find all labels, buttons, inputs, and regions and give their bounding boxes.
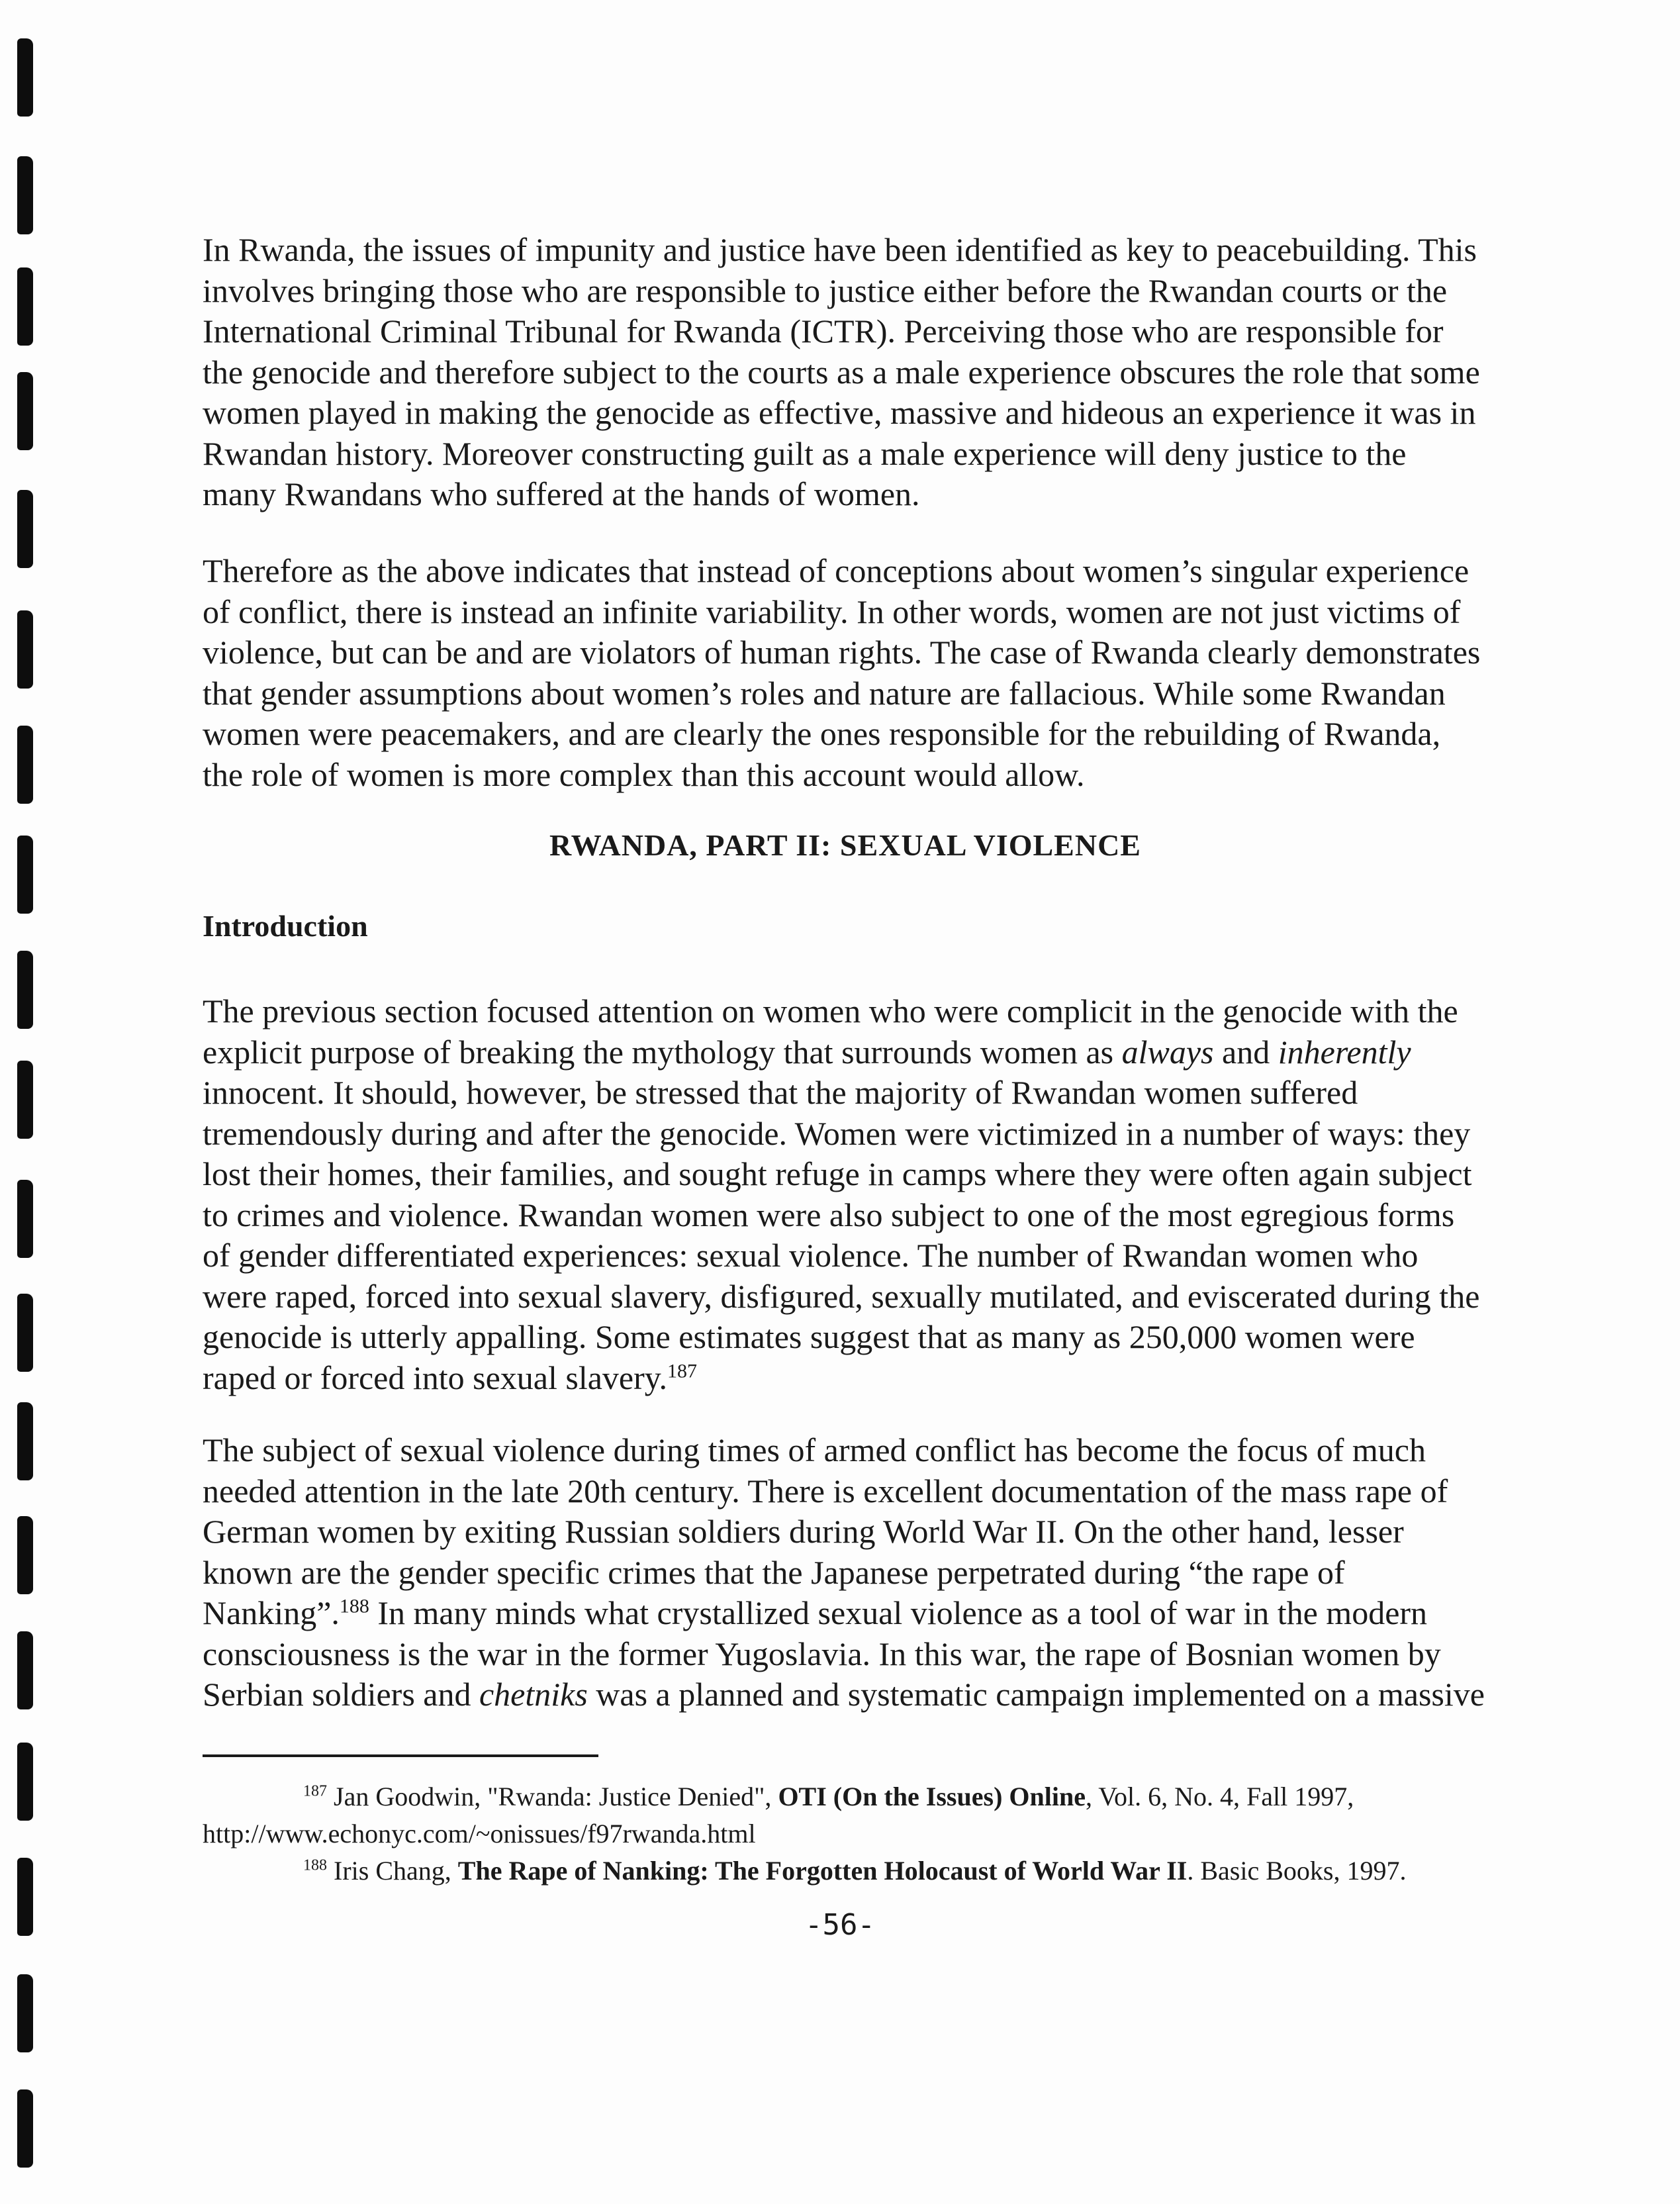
binding-mark	[17, 38, 33, 117]
footnote-marker: 187	[303, 1782, 327, 1800]
text-run: The subject of sexual violence during times of armed conflict has become the focus of much needed attention in the late 20th century. There is excellent documentation of the mass rape of German women by exiting Russian soldiers during World War II. On the other hand, lesser known are the gender specific crimes that the Japanese perpetrated during “the rape of Nanking”.	[203, 1431, 1448, 1631]
section-heading: RWANDA, PART II: SEXUAL VIOLENCE	[549, 828, 1141, 862]
paragraph-text	[203, 991, 1488, 1398]
binding-mark	[17, 372, 33, 450]
binding-holes	[17, 0, 44, 2204]
binding-mark	[17, 490, 33, 568]
binding-mark	[17, 1516, 33, 1594]
footnote-divider	[203, 1754, 598, 1757]
paragraph-impunity	[203, 230, 1488, 515]
text-run: In many minds what crystallized sexual violence as a tool of war in the modern consciousness is the war in the former Yugoslavia. In this war, the rape of Bosnian women by Serbian soldiers and	[203, 1594, 1441, 1713]
footnote-188	[203, 1852, 1488, 1890]
binding-mark	[17, 836, 33, 914]
binding-mark	[17, 1402, 33, 1480]
binding-mark	[17, 156, 33, 234]
footnote-187	[203, 1778, 1488, 1852]
emphasis-text: chetniks	[479, 1676, 588, 1713]
emphasis-text: always	[1121, 1033, 1214, 1071]
binding-mark	[17, 1180, 33, 1258]
footnote-text: , Vol. 6, No. 4, Fall 1997, http://www.echonyc.com/~onissues/f97rwanda.html	[203, 1782, 1354, 1848]
paragraph-sexual-violence	[203, 1430, 1488, 1715]
binding-mark	[17, 1294, 33, 1372]
footnote-marker: 188	[303, 1856, 327, 1874]
paragraph-text	[203, 1430, 1488, 1715]
footnote-title: OTI (On the Issues) Online	[778, 1782, 1086, 1811]
binding-mark	[17, 1974, 33, 2052]
paragraph-introduction	[203, 991, 1488, 1398]
paragraph-text: In Rwanda, the issues of impunity and justice have been identified as key to peacebuilding. This involves bringing those who are responsible to justice either before the Rwandan courts or the International Criminal Tribunal for Rwanda (ICTR). Perceiving those who are responsible for the genocide and therefore subject to the courts as a male experience obscures the role that some women played in making the genocide as effective, massive and hideous an experience it was in Rwandan history. Moreover constructing guilt as a male experience will deny justice to the many Rwandans who suffered at the hands of women.	[203, 231, 1480, 512]
footnotes	[203, 1778, 1488, 1890]
paragraph-text: Therefore as the above indicates that instead of conceptions about women’s singular experience of conflict, there is instead an infinite variability. In other words, women are not just victims of violence, but can be and are violators of human rights. The case of Rwanda clearly demonstrates that gender assumptions about women’s roles and nature are fallacious. While some Rwandan women were peacemakers, and are clearly the ones responsible for the rebuilding of Rwanda, the role of women is more complex than this account would allow.	[203, 552, 1481, 793]
emphasis-text: inherently	[1278, 1033, 1411, 1071]
binding-mark	[17, 2089, 33, 2168]
footnote-ref[interactable]: 187	[667, 1359, 698, 1382]
subsection-heading: Introduction	[203, 909, 368, 943]
binding-mark	[17, 267, 33, 346]
footnote-text: . Basic Books, 1997.	[1187, 1856, 1407, 1886]
footnote-text: Iris Chang,	[327, 1856, 458, 1886]
binding-mark	[17, 1061, 33, 1139]
text-run: was a planned and systematic campaign implemented on a massive	[587, 1676, 1485, 1713]
binding-mark	[17, 726, 33, 804]
page-number: -56-	[805, 1908, 875, 1942]
binding-mark	[17, 610, 33, 689]
text-run: innocent. It should, however, be stressed that the majority of Rwandan women suffered tremendously during and after the genocide. Women were victimized in a number of ways: they lost their homes, their families, and sought refuge in camps where they were often again subject to crimes and violence. Rwandan women were also subject to one of the most egregious forms of gender differentiated experiences: sexual violence. The number of Rwandan women who were raped, forced into sexual slavery, disfigured, sexually mutilated, and eviscerated during the genocide is utterly appalling. Some estimates suggest that as many as 250,000 women were raped or forced into sexual slavery.	[203, 1074, 1480, 1396]
text-run: and	[1213, 1033, 1278, 1071]
footnote-ref[interactable]: 188	[339, 1595, 369, 1617]
paragraph-variability	[203, 551, 1488, 795]
text-run: The previous section focused attention on women who were complicit in the genocide with the explicit purpose of breaking the mythology that surrounds women as	[203, 992, 1458, 1071]
binding-mark	[17, 1743, 33, 1821]
footnote-text: Jan Goodwin, "Rwanda: Justice Denied",	[327, 1782, 778, 1811]
binding-mark	[17, 1631, 33, 1709]
binding-mark	[17, 951, 33, 1029]
footnote-title: The Rape of Nanking: The Forgotten Holocaust of World War II	[457, 1856, 1188, 1886]
